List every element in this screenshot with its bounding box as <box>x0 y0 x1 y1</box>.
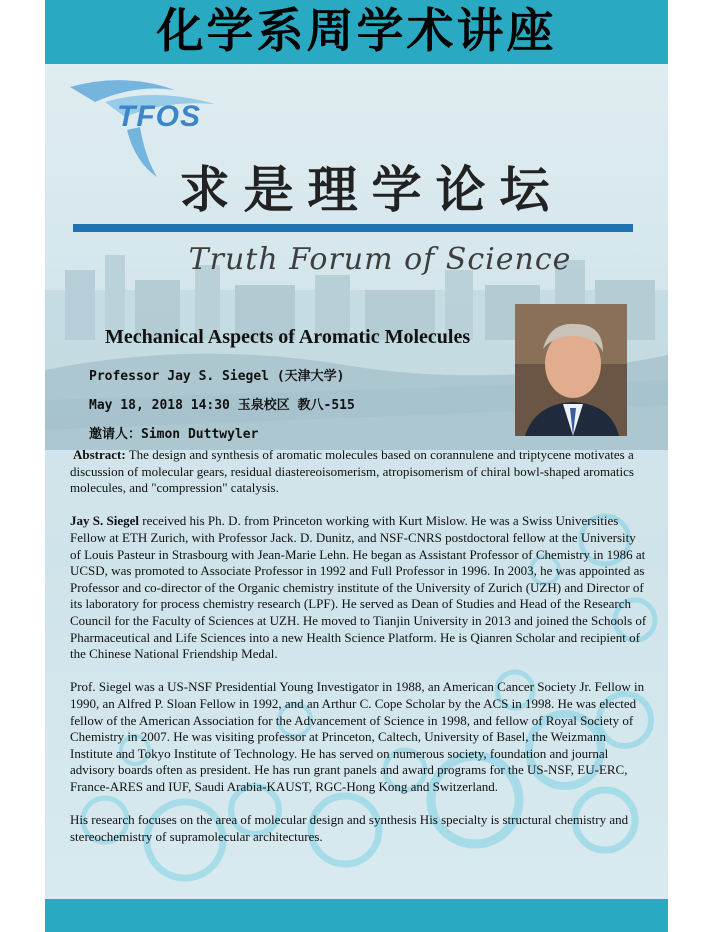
forum-name-cn: 求是理学论坛 <box>179 161 564 219</box>
abstract-label: Abstract: <box>73 447 126 462</box>
bio-name: Jay S. Siegel <box>70 513 139 529</box>
abstract-text: The design and synthesis of aromatic molecules based on corannulene and triptycene motivates a discussion of molecular gears, residual diastereoisomerism, atropisomerism of chiral bowl-shaped aromatics molecules, and "compression" catalysis. <box>70 447 634 496</box>
bio-paragraph-3: His research focuses on the area of molecular design and synthesis His specialty is structural chemistry and stereochemistry of supramolecular architectures. <box>70 812 629 844</box>
body-text <box>70 447 648 862</box>
forum-name-en: Truth Forum of Science <box>188 242 572 277</box>
header-bar <box>45 0 668 64</box>
host <box>89 423 258 442</box>
datetime-place <box>89 394 355 413</box>
host-text: 邀请人：Simon Duttwyler <box>89 427 259 442</box>
datetime-place-text: May 18, 2018 14:30 玉泉校区 教八-515 <box>89 398 355 413</box>
bio-text-1: received his Ph. D. from Princeton working with Kurt Mislow. He was a Swiss Universities Fellow at ETH Zurich, with Professor Jack. D. Dunitz, and NSF-CNRS postdoctoral fellow at the University of Louis Pasteur in Strasbourg with Jean-Marie Lehn. He began as Assistant Professor of Chemistry in 1986 at UCSD, was promoted to Associate Professor in 1992 and Full Professor in 1996. In 2003, he was appointed as Professor and co-director of the Organic chemistry institute of the University of Zurich (UZH) and Director of its laboratory for process chemistry research (LPF). He served as Dean of Studies and Head of the Research Council for the Faculty of Sciences at UZH. He moved to Tianjin University in 2013 and joined the Schools of Pharmaceutical and Life Sciences into a new Health Science Platform. He is Qianren Scholar and recipient of the Chinese National Friendship Medal. <box>70 513 647 662</box>
speaker-photo <box>515 304 627 436</box>
footer-bar <box>45 899 668 932</box>
bio-paragraph-1 <box>70 513 648 662</box>
talk-title: Mechanical Aspects of Aromatic Molecules <box>105 326 471 348</box>
tfos-logo-text: TFOS <box>117 100 201 133</box>
abstract-paragraph <box>70 447 648 497</box>
bio-paragraph-2: Prof. Siegel was a US-NSF Presidential Young Investigator in 1988, an American Cancer Society Jr. Fellow in 1990, an Alfred P. Sloan Fellow in 1992, and an Arthur C. Cope Scholar by the ACS in 1998. He was elected fellow of the American Association for the Advancement of Science in 1998, and fellow of Royal Society of Chemistry in 2007. He was visiting professor at Princeton, Caltech, University of Basel, the Weizmann Institute and Tokyo Institute of Technology. He has served on numerous society, foundation and journal advisory boards often as president. He has run grant panels and award programs for the US-NSF, EU-ERC, France-ARES and IUF, Saudi Arabia-KAUST, RGC-Hong Kong and Switzerland. <box>70 679 645 794</box>
poster <box>45 0 668 932</box>
page-title: 化学系周学术讲座 <box>156 4 557 59</box>
speaker-text: Professor Jay S. Siegel (天津大学) <box>89 369 345 384</box>
speaker <box>89 365 345 384</box>
divider <box>73 224 633 232</box>
